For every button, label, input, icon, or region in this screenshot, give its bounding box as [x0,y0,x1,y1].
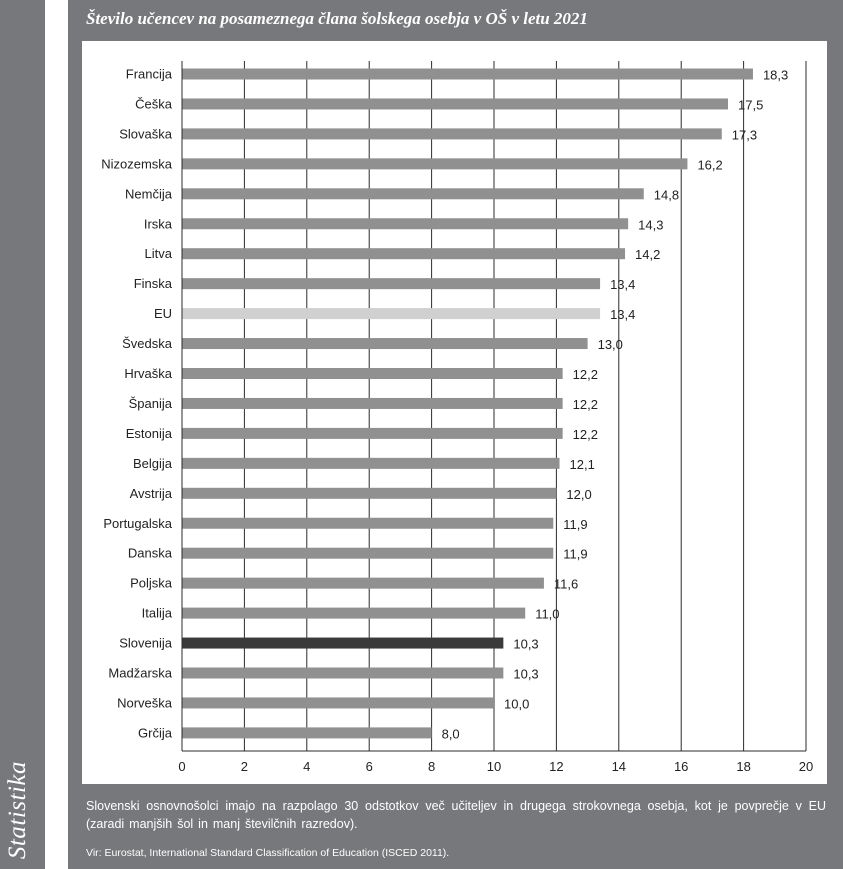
value-label: 12,2 [572,367,598,382]
bar [182,308,600,319]
value-label: 10,3 [513,666,539,682]
bar [182,278,600,289]
value-label: 12,2 [572,426,598,442]
value-label: 12,1 [569,456,595,472]
bar [182,218,628,229]
value-label: 10,0 [504,696,530,712]
value-label: 11,9 [563,516,588,532]
category-label: Nizozemska [101,156,172,172]
bar [182,338,588,349]
x-tick-label: 10 [486,759,502,774]
value-label: 14,3 [638,217,664,233]
bar-chart [82,41,827,784]
category-label: EU [153,306,172,322]
x-tick-label: 18 [736,759,751,774]
category-label: Grčija [138,725,172,741]
category-label: Švedska [122,336,172,352]
category-label: Madžarska [108,665,172,681]
category-label: Italija [141,605,172,621]
bar [182,428,563,439]
category-label: Češka [135,96,172,112]
value-label: 12,2 [572,396,598,412]
bar [182,98,728,109]
chart-area [82,41,827,784]
x-tick-label: 14 [611,759,627,774]
x-tick-label: 20 [798,759,814,774]
value-label: 13,0 [597,337,623,353]
value-label: 14,2 [635,247,661,263]
category-label: Portugalska [103,515,172,531]
category-label: Slovaška [119,126,172,142]
value-label: 18,3 [762,67,789,83]
category-label: Finska [133,276,172,292]
x-tick-label: 4 [303,759,311,774]
category-label: Hrvaška [124,366,172,381]
bar [182,548,553,559]
x-tick-label: 0 [178,759,186,774]
bar [182,727,432,738]
category-label: Litva [144,246,172,262]
x-tick-label: 2 [240,759,249,774]
bar [182,578,544,589]
bar [182,518,553,529]
category-label: Nemčija [125,186,172,202]
category-label: Poljska [130,575,172,591]
bar [182,188,644,199]
category-label: Francija [125,66,172,82]
bar [182,458,560,469]
category-label: Estonija [125,425,172,441]
bar [182,398,563,409]
x-tick-label: 12 [549,759,564,774]
chart-caption: Slovenski osnovnošolci imajo na razpolago 30 odstotkov več učiteljev in drugega strokovnega osebja, kot je povprečje v EU (zaradi manjših šol in manj številčnih razredov). [86,799,826,831]
bar [182,697,494,708]
sidebar-label: Statistika [4,760,31,859]
chart-title: Število učencev na posameznega člana šolskega osebja v OŠ v letu 2021 [86,9,588,28]
bar [182,488,556,499]
value-label: 8,0 [441,726,460,742]
value-label: 13,4 [610,277,636,293]
bar [182,368,563,379]
category-label: Španija [128,395,172,411]
x-tick-label: 16 [673,759,689,774]
category-label: Belgija [132,455,172,471]
value-label: 17,5 [738,97,764,113]
value-label: 13,4 [610,307,636,323]
x-tick-label: 6 [365,759,373,774]
value-label: 11,0 [535,606,560,622]
value-label: 12,0 [566,486,592,502]
sidebar [0,0,45,869]
category-label: Irska [143,216,172,232]
bar [182,248,625,259]
bar [182,69,753,80]
bar [182,638,503,649]
bar [182,158,687,169]
bar [182,668,503,679]
value-label: 14,8 [653,187,680,203]
bar [182,608,525,619]
category-label: Danska [127,545,172,561]
value-label: 17,3 [731,127,758,143]
chart-source: Vir: Eurostat, International Standard Classification of Education (ISCED 2011). [86,847,450,859]
value-label: 10,3 [513,636,539,652]
category-label: Avstrija [129,485,172,501]
x-tick-label: 8 [427,759,436,774]
value-label: 11,9 [563,546,588,562]
value-label: 16,2 [697,157,723,173]
value-label: 11,6 [553,576,579,592]
bar [182,128,722,139]
category-label: Slovenija [119,635,172,651]
category-label: Norveška [117,695,172,711]
